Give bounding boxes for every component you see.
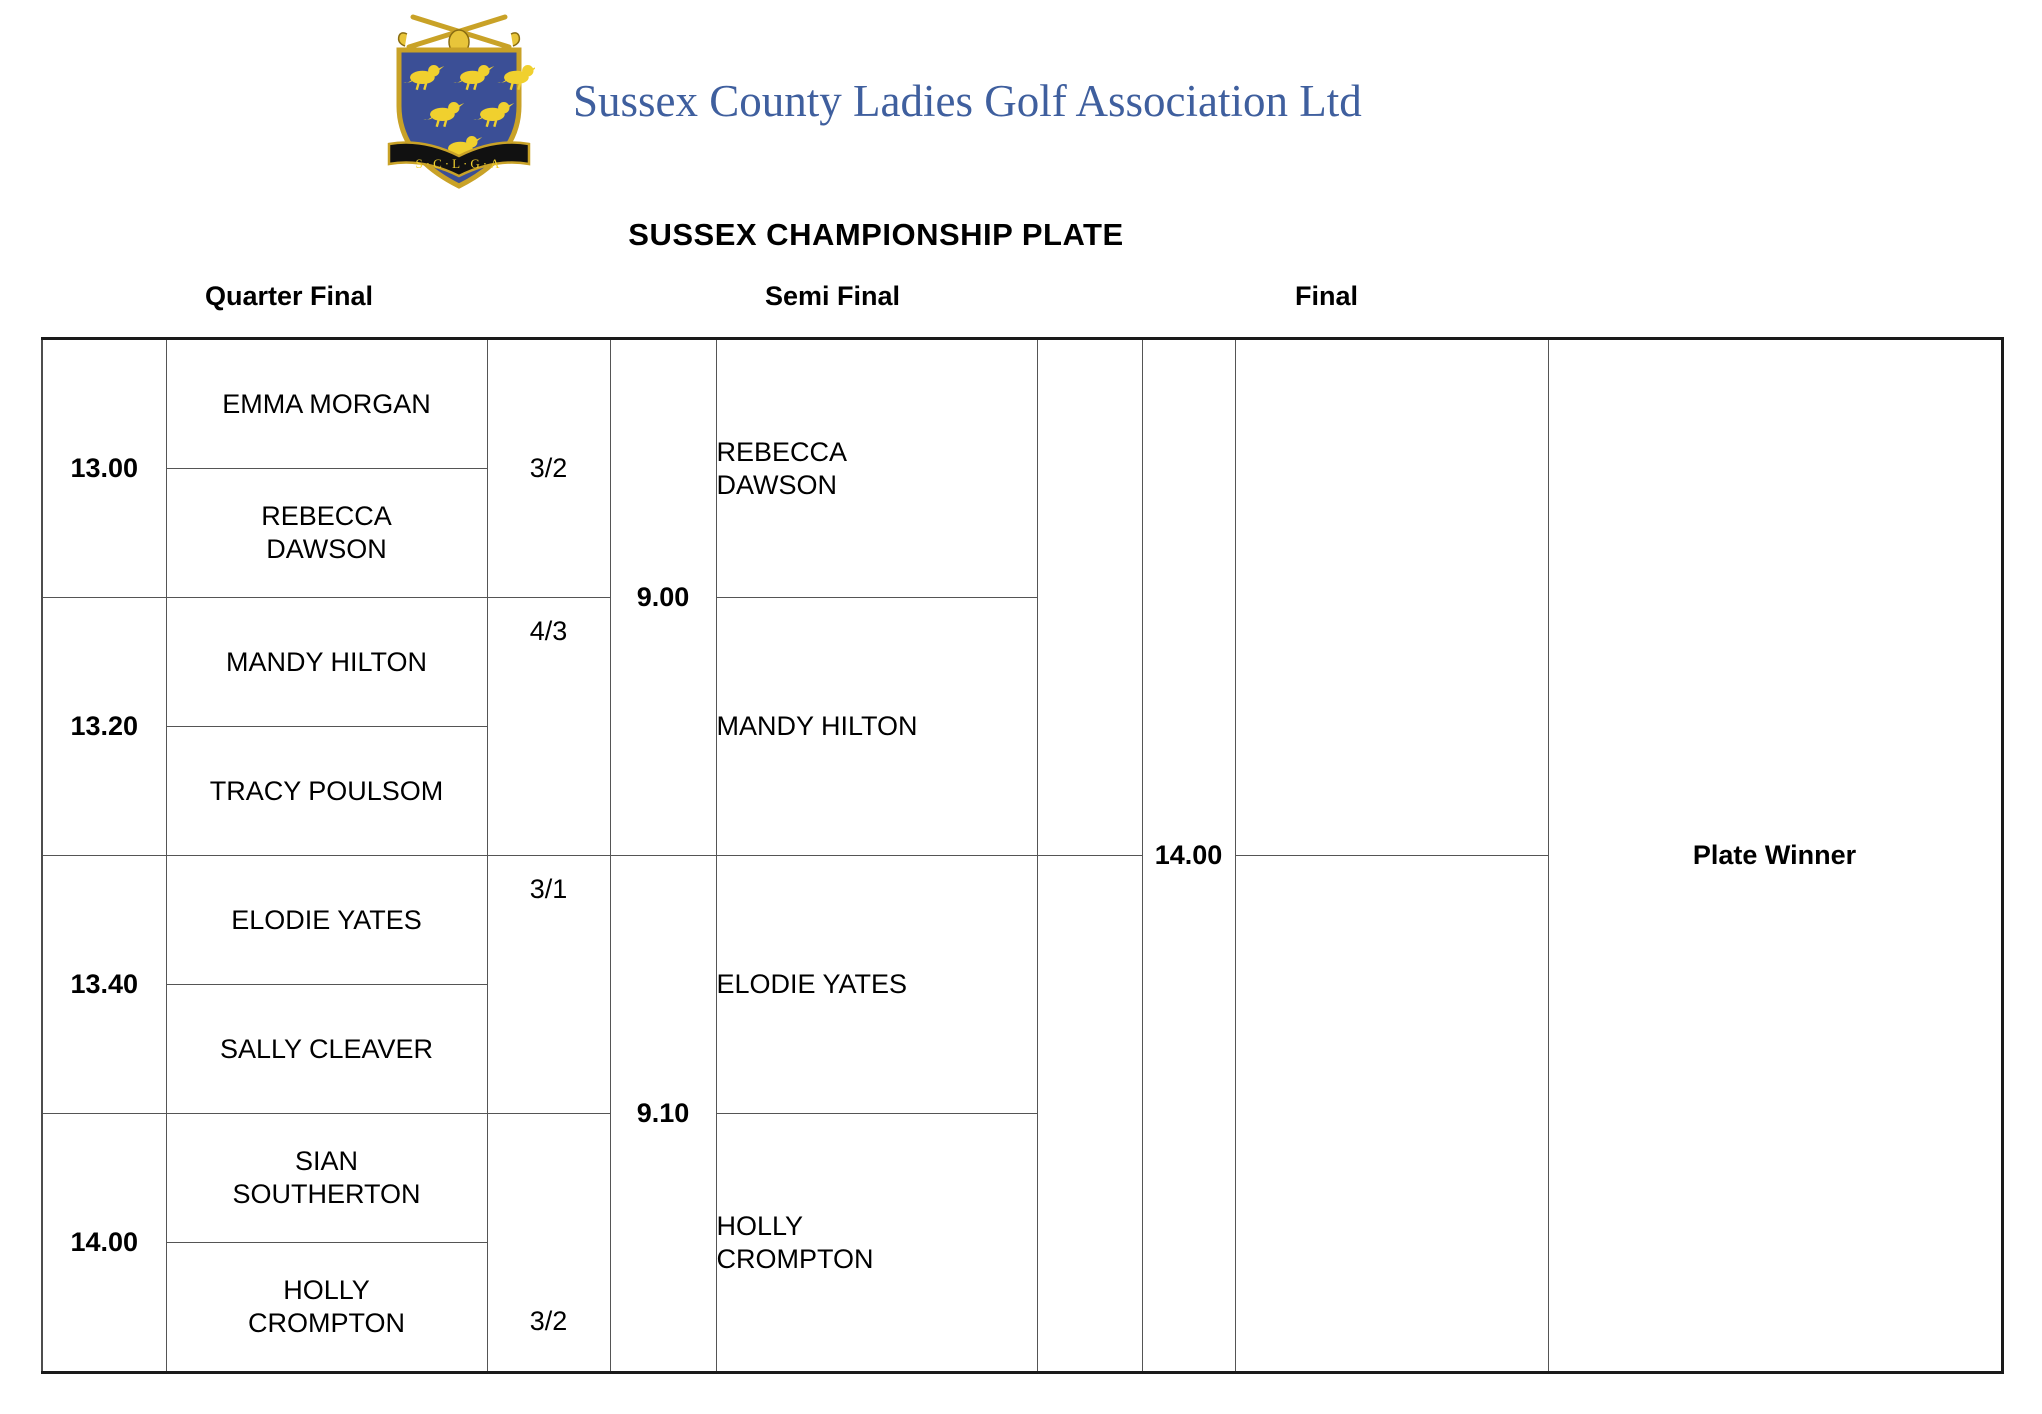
qf-player-4-top[interactable] xyxy=(166,1114,487,1243)
qf-time-3: 13.40 xyxy=(42,856,166,1114)
plate-winner-cell[interactable]: Plate Winner xyxy=(1548,339,2002,1373)
qf-player-3-bottom[interactable]: SALLY CLEAVER xyxy=(166,985,487,1114)
tournament-bracket-table xyxy=(41,337,2004,1374)
qf-score-2: 4/3 xyxy=(487,598,610,856)
qf-player-4-bottom-line2: CROMPTON xyxy=(247,1308,405,1338)
page-header xyxy=(0,0,2042,196)
final-player-bottom[interactable] xyxy=(1235,856,1548,1373)
qf-player-1-bottom-line2: DAWSON xyxy=(266,534,387,564)
qf-player-2-top[interactable]: MANDY HILTON xyxy=(166,598,487,727)
final-time: 14.00 xyxy=(1142,339,1235,1373)
qf-score-1: 3/2 xyxy=(487,339,610,598)
sf-player-1-bottom[interactable]: MANDY HILTON xyxy=(716,598,1037,856)
qf-score-4: 3/2 xyxy=(487,1114,610,1373)
sf-player-2-bottom-line1: HOLLY xyxy=(716,1210,804,1241)
table-row xyxy=(42,339,2002,469)
crest-motto-text: S·C·L·G·A xyxy=(415,156,503,171)
sf-time-2: 9.10 xyxy=(610,856,716,1373)
qf-player-4-bottom-line1: HOLLY xyxy=(283,1275,370,1306)
bracket-container xyxy=(0,337,2042,1374)
qf-score-3: 3/1 xyxy=(487,856,610,1114)
sf-time-1: 9.00 xyxy=(610,339,716,856)
qf-player-1-top[interactable]: EMMA MORGAN xyxy=(166,339,487,469)
sf-player-2-top[interactable]: ELODIE YATES xyxy=(716,856,1037,1114)
qf-time-2: 13.20 xyxy=(42,598,166,856)
round-headers xyxy=(0,281,2042,337)
qf-player-4-top-line1: SIAN xyxy=(294,1146,359,1177)
sf-score-1 xyxy=(1037,339,1142,856)
qf-player-2-bottom[interactable]: TRACY POULSOM xyxy=(166,727,487,856)
round-header-semi-final: Semi Final xyxy=(765,281,901,311)
qf-player-3-top[interactable]: ELODIE YATES xyxy=(166,856,487,985)
sf-player-2-bottom[interactable] xyxy=(716,1114,1037,1373)
qf-time-1: 13.00 xyxy=(42,339,166,598)
qf-player-1-bottom[interactable] xyxy=(166,469,487,598)
round-header-final: Final xyxy=(1295,281,1359,311)
qf-time-4: 14.00 xyxy=(42,1114,166,1373)
qf-player-1-bottom-line1: REBECCA xyxy=(261,501,392,532)
organisation-title: Sussex County Ladies Golf Association Ltd xyxy=(573,76,1362,126)
sf-score-2 xyxy=(1037,856,1142,1373)
sf-player-1-top[interactable]: REBECCA DAWSON xyxy=(716,339,1037,598)
scgla-crest-logo xyxy=(383,6,535,196)
final-player-top[interactable] xyxy=(1235,339,1548,856)
page-title: SUSSEX CHAMPIONSHIP PLATE xyxy=(628,217,1124,252)
sf-player-2-bottom-line2: CROMPTON xyxy=(716,1243,874,1274)
round-header-quarter-final: Quarter Final xyxy=(205,281,374,311)
qf-player-4-bottom[interactable] xyxy=(166,1243,487,1373)
qf-player-4-top-line2: SOUTHERTON xyxy=(232,1179,421,1209)
